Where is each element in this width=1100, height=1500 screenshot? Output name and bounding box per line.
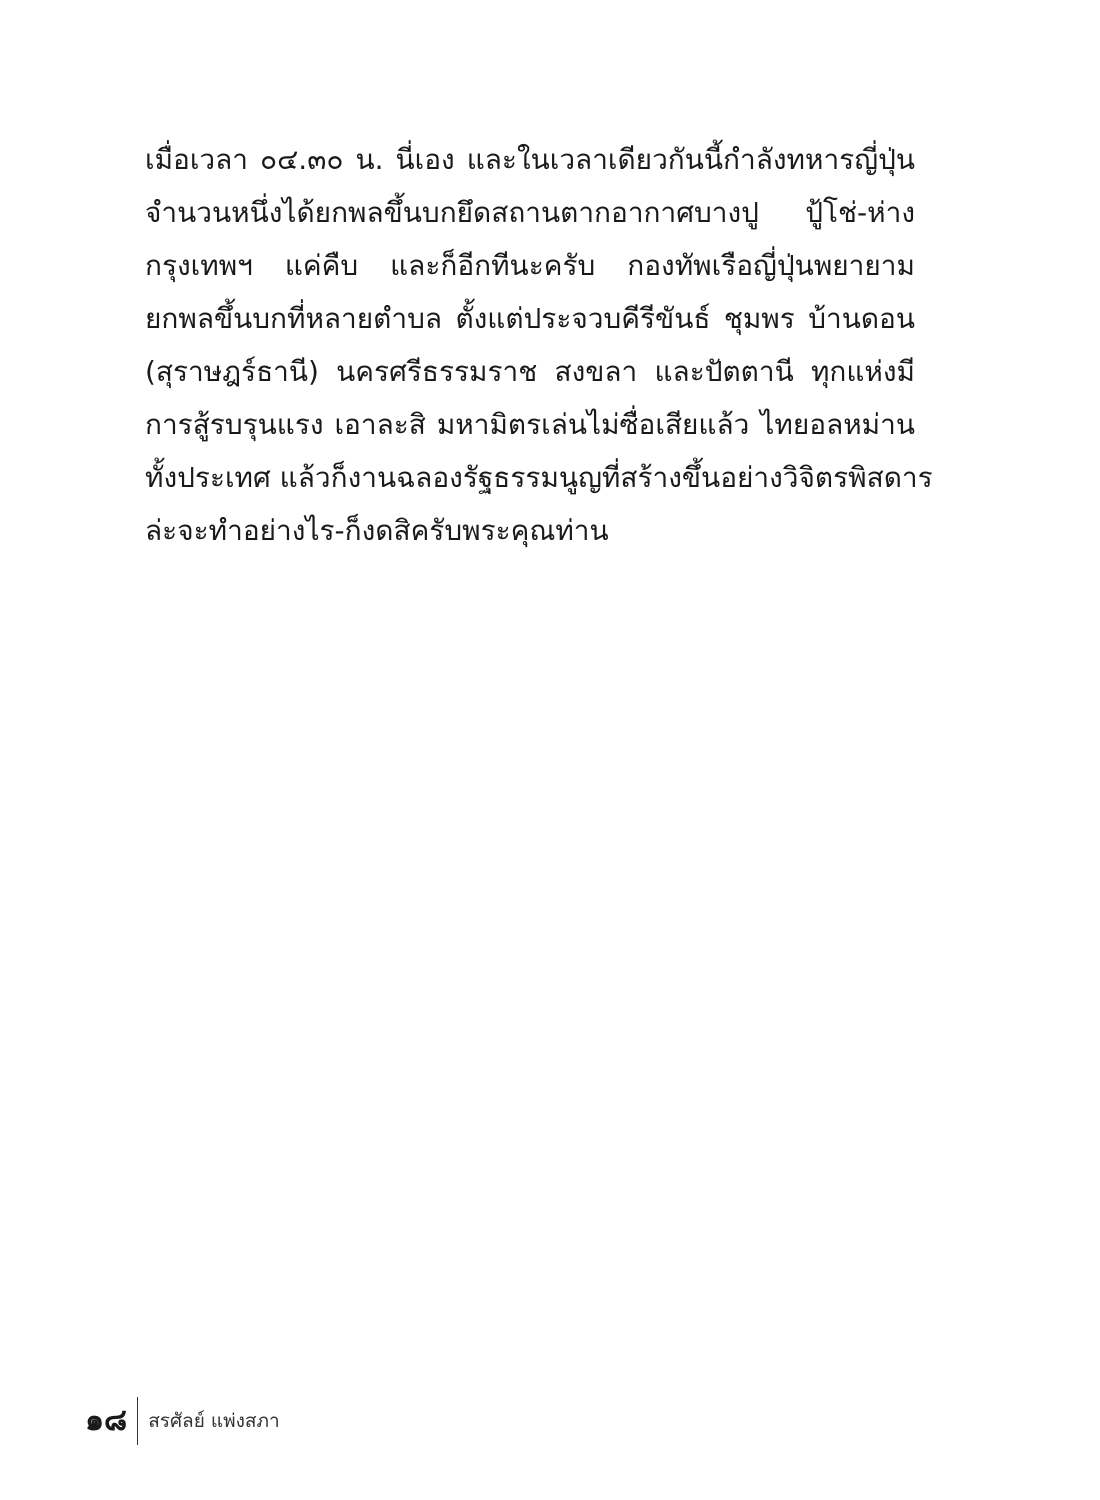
paragraph-line: ยกพลขึ้นบกที่หลายตำบล ตั้งแต่ประจวบคีรีขันธ์ ชุมพร บ้านดอน (145, 302, 915, 335)
paragraph-line: ทั้งประเทศ แล้วก็งานฉลองรัฐธรรมนูญที่สร้างขึ้นอย่างวิจิตรพิสดาร (145, 461, 933, 494)
paragraph-line: (สุราษฎร์ธานี) นครศรีธรรมราช สงขลา และปัตตานี ทุกแห่งมี (145, 355, 915, 388)
page-number: ๑๘ (85, 1403, 128, 1438)
paragraph-line: กรุงเทพฯ แค่คืบ และก็อีกทีนะครับ กองทัพเรือญี่ปุ่นพยายาม (145, 249, 915, 282)
paragraph-line: การสู้รบรุนแรง เอาละสิ มหามิตรเล่นไม่ซื่อเสียแล้ว ไทยอลหม่าน (145, 408, 915, 441)
footer-divider (137, 1397, 138, 1445)
page-footer (85, 1397, 280, 1445)
body-paragraph (145, 133, 933, 557)
running-footer-author: สรศัลย์ แพ่งสภา (148, 1410, 280, 1432)
paragraph-line: ล่ะจะทำอย่างไร-ก็งดสิครับพระคุณท่าน (145, 514, 609, 547)
paragraph-line: จำนวนหนึ่งได้ยกพลขึ้นบกยึดสถานตากอากาศบางปู ปู้โช่-ห่าง (145, 196, 915, 229)
paragraph-line: เมื่อเวลา ๐๔.๓๐ น. นี่เอง และในเวลาเดียวกันนี้กำลังทหารญี่ปุ่น (145, 143, 915, 176)
